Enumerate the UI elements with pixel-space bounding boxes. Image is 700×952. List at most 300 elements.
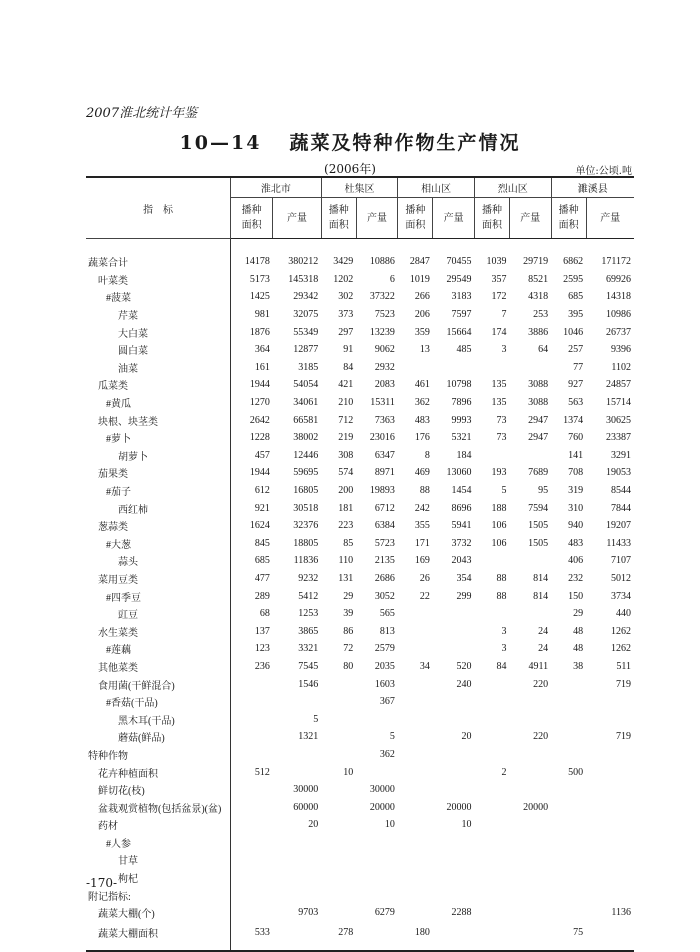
- sown-area-cell: [231, 781, 273, 799]
- region-header: 烈山区: [474, 177, 551, 198]
- sown-area-cell: 10: [343, 766, 354, 778]
- sown-area-cell: 88: [419, 485, 430, 497]
- table-row: [86, 816, 634, 834]
- spacer-cell: [509, 239, 551, 254]
- sown-area-cell: 364: [254, 344, 270, 356]
- sown-area-cell: [321, 869, 356, 887]
- output-cell: 64: [538, 344, 549, 356]
- output-cell: 54054: [293, 379, 319, 391]
- sown-area-cell: 72: [343, 643, 354, 655]
- output-cell: [433, 834, 475, 852]
- sown-area-cell: 86: [343, 625, 354, 637]
- sown-area-cell: [474, 904, 509, 922]
- output-cell: 8696: [451, 502, 472, 514]
- sown-area-cell: 357: [491, 273, 507, 285]
- sown-area-cell: 512: [254, 766, 270, 778]
- output-cell: 3052: [374, 590, 395, 602]
- sown-area-cell: [474, 851, 509, 869]
- output-cell: 7363: [374, 414, 395, 426]
- sown-area-cell: [398, 359, 433, 377]
- row-label: #菠菜: [86, 288, 231, 306]
- sown-area-cell: 1425: [249, 291, 270, 303]
- sown-area-cell: [231, 728, 273, 746]
- sown-area-cell: [231, 798, 273, 816]
- sown-area-cell: 200: [338, 485, 354, 497]
- output-cell: [509, 834, 551, 852]
- output-cell: 520: [456, 660, 472, 672]
- output-cell: [433, 781, 475, 799]
- table-row: [86, 482, 634, 500]
- row-label: 蔬菜大棚面积: [86, 922, 231, 951]
- output-cell: 1102: [611, 361, 631, 373]
- sown-area-cell: 39: [343, 608, 354, 620]
- sown-area-cell: [474, 728, 509, 746]
- row-label: 葱蒜类: [86, 517, 231, 535]
- sown-area-cell: [398, 781, 433, 799]
- output-cell: [586, 816, 634, 834]
- output-cell: 5: [389, 731, 395, 743]
- output-cell: 2932: [374, 361, 395, 373]
- output-cell: 220: [533, 731, 549, 743]
- book-title: 2007淮北统计年鉴: [86, 106, 198, 121]
- output-cell: 184: [456, 449, 472, 461]
- output-cell: [509, 886, 551, 904]
- output-cell: [509, 359, 551, 377]
- sown-area-cell: [321, 728, 356, 746]
- sown-area-cell: [398, 834, 433, 852]
- row-label: 甘草: [86, 851, 231, 869]
- output-cell: 4911: [528, 660, 549, 672]
- output-cell: 7594: [528, 502, 549, 514]
- table-row: [86, 640, 634, 658]
- row-label: 药材: [86, 816, 231, 834]
- spacer-cell: [273, 239, 321, 254]
- row-label: 花卉种植面积: [86, 763, 231, 781]
- output-cell: 7597: [451, 309, 472, 321]
- output-cell: 24: [538, 643, 549, 655]
- sown-area-cell: 457: [254, 449, 270, 461]
- region-header: 淮北市: [231, 177, 322, 198]
- output-cell: 9396: [611, 344, 631, 356]
- output-cell: 4318: [528, 291, 549, 303]
- sown-area-cell: 395: [568, 309, 584, 321]
- row-label: #莲藕: [86, 640, 231, 658]
- output-header: 产量: [509, 198, 551, 239]
- spacer-cell: [433, 239, 475, 254]
- sown-area-cell: [551, 728, 586, 746]
- output-cell: 485: [456, 344, 472, 356]
- output-cell: [273, 834, 321, 852]
- output-cell: [433, 851, 475, 869]
- sown-area-cell: 38: [573, 660, 584, 672]
- sown-area-cell: [474, 886, 509, 904]
- output-cell: 32376: [293, 520, 319, 532]
- output-cell: 30000: [293, 784, 319, 796]
- table-body: [86, 239, 634, 951]
- output-cell: [356, 851, 398, 869]
- table-row: [86, 851, 634, 869]
- sown-area-cell: [398, 851, 433, 869]
- output-cell: 20: [308, 819, 319, 831]
- output-cell: 34061: [293, 397, 319, 409]
- sown-area-cell: 171: [414, 537, 430, 549]
- table-row: [86, 834, 634, 852]
- output-cell: [433, 693, 475, 711]
- sown-area-cell: 1228: [249, 432, 270, 444]
- sown-area-cell: [398, 693, 433, 711]
- output-cell: 30625: [606, 414, 631, 426]
- table-row: [86, 605, 634, 623]
- sown-area-cell: [231, 904, 273, 922]
- sown-area-cell: [551, 675, 586, 693]
- sown-area-cell: 760: [568, 432, 584, 444]
- output-cell: 1253: [298, 608, 319, 620]
- sown-area-cell: 77: [573, 361, 584, 373]
- sown-area-header: 播种 面积: [321, 198, 356, 239]
- output-cell: 69926: [606, 273, 631, 285]
- output-cell: 20: [461, 731, 472, 743]
- output-cell: 171172: [601, 256, 631, 268]
- sown-area-cell: 500: [568, 766, 584, 778]
- table-row: [86, 587, 634, 605]
- output-cell: [356, 922, 398, 951]
- sown-area-cell: 188: [491, 502, 507, 514]
- output-cell: 8971: [374, 467, 395, 479]
- sown-area-cell: [551, 851, 586, 869]
- table-row: [86, 306, 634, 324]
- sown-area-cell: 845: [254, 537, 270, 549]
- output-cell: 59695: [293, 467, 319, 479]
- output-cell: [273, 693, 321, 711]
- table-row: [86, 271, 634, 289]
- output-cell: 2579: [374, 643, 395, 655]
- sown-area-cell: 6862: [563, 256, 584, 268]
- sown-area-cell: [321, 834, 356, 852]
- output-cell: 38002: [293, 432, 319, 444]
- output-cell: 15664: [446, 326, 472, 338]
- sown-area-cell: 174: [491, 326, 507, 338]
- sown-area-cell: 73: [496, 432, 507, 444]
- output-cell: 9062: [374, 344, 395, 356]
- sown-area-cell: 7: [501, 309, 507, 321]
- sown-area-cell: 68: [259, 608, 270, 620]
- sown-area-cell: 563: [568, 397, 584, 409]
- output-cell: 1136: [611, 907, 631, 919]
- output-cell: [586, 922, 634, 951]
- row-label: 叶菜类: [86, 271, 231, 289]
- output-cell: [433, 746, 475, 764]
- output-cell: 3886: [528, 326, 549, 338]
- region-header: 濉溪县: [551, 177, 634, 198]
- sown-area-cell: 533: [231, 922, 273, 951]
- output-cell: 814: [533, 590, 549, 602]
- sown-area-cell: [321, 746, 356, 764]
- sown-area-cell: [474, 552, 509, 570]
- sown-area-cell: 22: [419, 590, 430, 602]
- row-label: 胡萝卜: [86, 447, 231, 465]
- sown-area-cell: 88: [496, 590, 507, 602]
- sown-area-cell: 193: [491, 467, 507, 479]
- table-row: [86, 359, 634, 377]
- output-cell: 95: [538, 485, 549, 497]
- row-label: #香菇(干品): [86, 693, 231, 711]
- table-row: [86, 904, 634, 922]
- sown-area-cell: 13: [419, 344, 430, 356]
- output-cell: [433, 359, 475, 377]
- sown-area-cell: 574: [338, 467, 354, 479]
- output-cell: 10986: [606, 309, 631, 321]
- sown-area-cell: [474, 781, 509, 799]
- sown-area-cell: 1019: [409, 273, 430, 285]
- sown-area-cell: [474, 359, 509, 377]
- sown-area-cell: 940: [568, 520, 584, 532]
- output-cell: [509, 693, 551, 711]
- sown-area-cell: 2: [501, 766, 507, 778]
- table-row: [86, 535, 634, 553]
- output-cell: 3321: [298, 643, 319, 655]
- spacer-cell: [398, 239, 433, 254]
- output-cell: 24857: [606, 379, 631, 391]
- output-cell: 380212: [288, 256, 319, 268]
- sown-area-cell: 131: [338, 572, 354, 584]
- sown-area-cell: [398, 728, 433, 746]
- row-label: #萝卜: [86, 429, 231, 447]
- row-label: 圆白菜: [86, 341, 231, 359]
- region-header-row: [86, 177, 634, 198]
- table-row: [86, 499, 634, 517]
- output-cell: 29342: [293, 291, 319, 303]
- table-row: [86, 710, 634, 728]
- output-cell: 7896: [451, 397, 472, 409]
- output-cell: [586, 869, 634, 887]
- row-label: 蒜头: [86, 552, 231, 570]
- sown-area-cell: [321, 693, 356, 711]
- output-cell: 16805: [293, 485, 319, 497]
- sown-area-cell: [551, 834, 586, 852]
- table-row: [86, 429, 634, 447]
- output-cell: [509, 763, 551, 781]
- sown-area-cell: 5173: [249, 273, 270, 285]
- sown-area-cell: [551, 904, 586, 922]
- sown-area-cell: 1270: [249, 397, 270, 409]
- table-row: [86, 464, 634, 482]
- sown-area-cell: 2595: [563, 273, 584, 285]
- row-label: 茄果类: [86, 464, 231, 482]
- sown-area-cell: 106: [491, 537, 507, 549]
- sown-area-cell: 123: [254, 643, 270, 655]
- output-header: 产量: [273, 198, 321, 239]
- table-row: [86, 658, 634, 676]
- output-cell: [509, 869, 551, 887]
- sown-area-cell: 5: [501, 485, 507, 497]
- sown-area-cell: 2847: [409, 256, 430, 268]
- sown-area-cell: 223: [338, 520, 354, 532]
- row-label: 其他菜类: [86, 658, 231, 676]
- output-cell: 15311: [370, 397, 395, 409]
- output-cell: 8521: [528, 273, 549, 285]
- output-cell: 220: [533, 678, 549, 690]
- output-cell: 511: [616, 660, 631, 672]
- output-cell: 1454: [451, 485, 472, 497]
- output-cell: 2288: [451, 907, 472, 919]
- sown-area-cell: [231, 746, 273, 764]
- output-cell: 362: [379, 748, 395, 760]
- sown-area-cell: [321, 781, 356, 799]
- sown-area-cell: 242: [414, 502, 430, 514]
- output-cell: 55349: [293, 326, 319, 338]
- row-label: 黑木耳(干品): [86, 710, 231, 728]
- sown-area-cell: 257: [568, 344, 584, 356]
- table-row: [86, 552, 634, 570]
- table-row: [86, 323, 634, 341]
- sown-area-cell: 1374: [563, 414, 584, 426]
- sown-area-cell: 355: [414, 520, 430, 532]
- row-label: 瓜菜类: [86, 376, 231, 394]
- spacer-cell: [551, 239, 586, 254]
- output-cell: [433, 763, 475, 781]
- output-header: 产量: [586, 198, 634, 239]
- sown-area-cell: 1944: [249, 467, 270, 479]
- output-cell: 367: [379, 696, 395, 708]
- sown-area-cell: [474, 834, 509, 852]
- sown-area-cell: 359: [414, 326, 430, 338]
- output-cell: 70455: [446, 256, 472, 268]
- table-row: [86, 517, 634, 535]
- sown-area-cell: [231, 675, 273, 693]
- output-cell: 5941: [451, 520, 472, 532]
- output-cell: 3732: [451, 537, 472, 549]
- sown-area-cell: [551, 798, 586, 816]
- sown-area-cell: 921: [254, 502, 270, 514]
- sown-area-cell: [321, 675, 356, 693]
- sown-area-cell: [551, 693, 586, 711]
- table-row: [86, 447, 634, 465]
- sown-area-cell: 29: [573, 608, 584, 620]
- output-cell: 37322: [369, 291, 395, 303]
- sown-area-cell: [231, 834, 273, 852]
- output-cell: 7844: [611, 502, 631, 514]
- table-row: [86, 886, 634, 904]
- output-header: 产量: [433, 198, 475, 239]
- output-cell: 32075: [293, 309, 319, 321]
- output-cell: 1505: [528, 537, 549, 549]
- sown-area-cell: [321, 904, 356, 922]
- output-cell: 2135: [374, 555, 395, 567]
- output-cell: 19053: [606, 467, 631, 479]
- output-cell: 2686: [374, 572, 395, 584]
- output-cell: 3088: [528, 397, 549, 409]
- output-cell: 1262: [611, 625, 631, 637]
- output-cell: 10: [384, 819, 395, 831]
- output-cell: 60000: [293, 801, 319, 813]
- sown-area-cell: 927: [568, 379, 584, 391]
- sown-area-cell: 150: [568, 590, 584, 602]
- output-cell: 9232: [298, 572, 319, 584]
- sown-area-cell: [474, 816, 509, 834]
- output-cell: 145318: [288, 273, 319, 285]
- output-cell: 5412: [298, 590, 319, 602]
- row-label: 盆栽观赏植物(包括盆景)(盆): [86, 798, 231, 816]
- output-cell: 719: [616, 678, 631, 690]
- output-cell: 3291: [611, 449, 631, 461]
- sown-area-cell: [398, 798, 433, 816]
- sown-area-cell: 483: [568, 537, 584, 549]
- output-cell: 565: [379, 608, 395, 620]
- row-label: #大葱: [86, 535, 231, 553]
- sown-area-cell: 137: [254, 625, 270, 637]
- sown-area-cell: 1876: [249, 326, 270, 338]
- sown-area-cell: 48: [573, 643, 584, 655]
- spacer-cell: [474, 239, 509, 254]
- sown-area-cell: 84: [496, 660, 507, 672]
- row-label: 芹菜: [86, 306, 231, 324]
- sown-area-cell: 91: [343, 344, 354, 356]
- sown-area-cell: [231, 869, 273, 887]
- table-row: [86, 394, 634, 412]
- sown-area-cell: 319: [568, 485, 584, 497]
- output-cell: 23016: [369, 432, 395, 444]
- row-label: 西红柿: [86, 499, 231, 517]
- spacer-row: [86, 239, 634, 254]
- output-cell: [586, 693, 634, 711]
- sown-area-cell: 289: [254, 590, 270, 602]
- output-cell: [433, 605, 475, 623]
- indicator-header: 指 标: [86, 177, 231, 239]
- sown-area-cell: 85: [343, 537, 354, 549]
- table-row: [86, 728, 634, 746]
- sown-area-cell: [321, 851, 356, 869]
- output-cell: 12877: [293, 344, 319, 356]
- output-cell: 3865: [298, 625, 319, 637]
- sown-area-cell: 236: [254, 660, 270, 672]
- output-cell: [509, 922, 551, 951]
- output-cell: 23387: [606, 432, 631, 444]
- sown-area-cell: 1944: [249, 379, 270, 391]
- output-cell: 13060: [446, 467, 472, 479]
- output-cell: [586, 834, 634, 852]
- table-row: [86, 746, 634, 764]
- sown-area-cell: [474, 922, 509, 951]
- output-cell: [509, 851, 551, 869]
- spacer-cell: [321, 239, 356, 254]
- sown-area-cell: 612: [254, 485, 270, 497]
- row-label: 蔬菜大棚(个): [86, 904, 231, 922]
- sown-area-cell: 181: [338, 502, 354, 514]
- sown-area-cell: 981: [254, 309, 270, 321]
- output-cell: [586, 798, 634, 816]
- output-cell: [509, 746, 551, 764]
- sown-area-cell: 48: [573, 625, 584, 637]
- sown-area-cell: [398, 675, 433, 693]
- output-cell: [586, 763, 634, 781]
- sown-area-cell: 141: [568, 449, 584, 461]
- output-cell: [273, 851, 321, 869]
- output-cell: [509, 552, 551, 570]
- output-cell: 18805: [293, 537, 319, 549]
- sown-area-cell: [231, 710, 273, 728]
- output-cell: [586, 710, 634, 728]
- sown-area-header: 播种 面积: [231, 198, 273, 239]
- output-cell: 3734: [611, 590, 631, 602]
- output-cell: 14318: [606, 291, 631, 303]
- sown-area-cell: [474, 693, 509, 711]
- sown-area-cell: 8: [424, 449, 430, 461]
- sown-area-cell: [398, 746, 433, 764]
- sown-area-cell: [551, 781, 586, 799]
- sown-area-cell: [474, 746, 509, 764]
- output-cell: [356, 763, 398, 781]
- output-cell: [273, 763, 321, 781]
